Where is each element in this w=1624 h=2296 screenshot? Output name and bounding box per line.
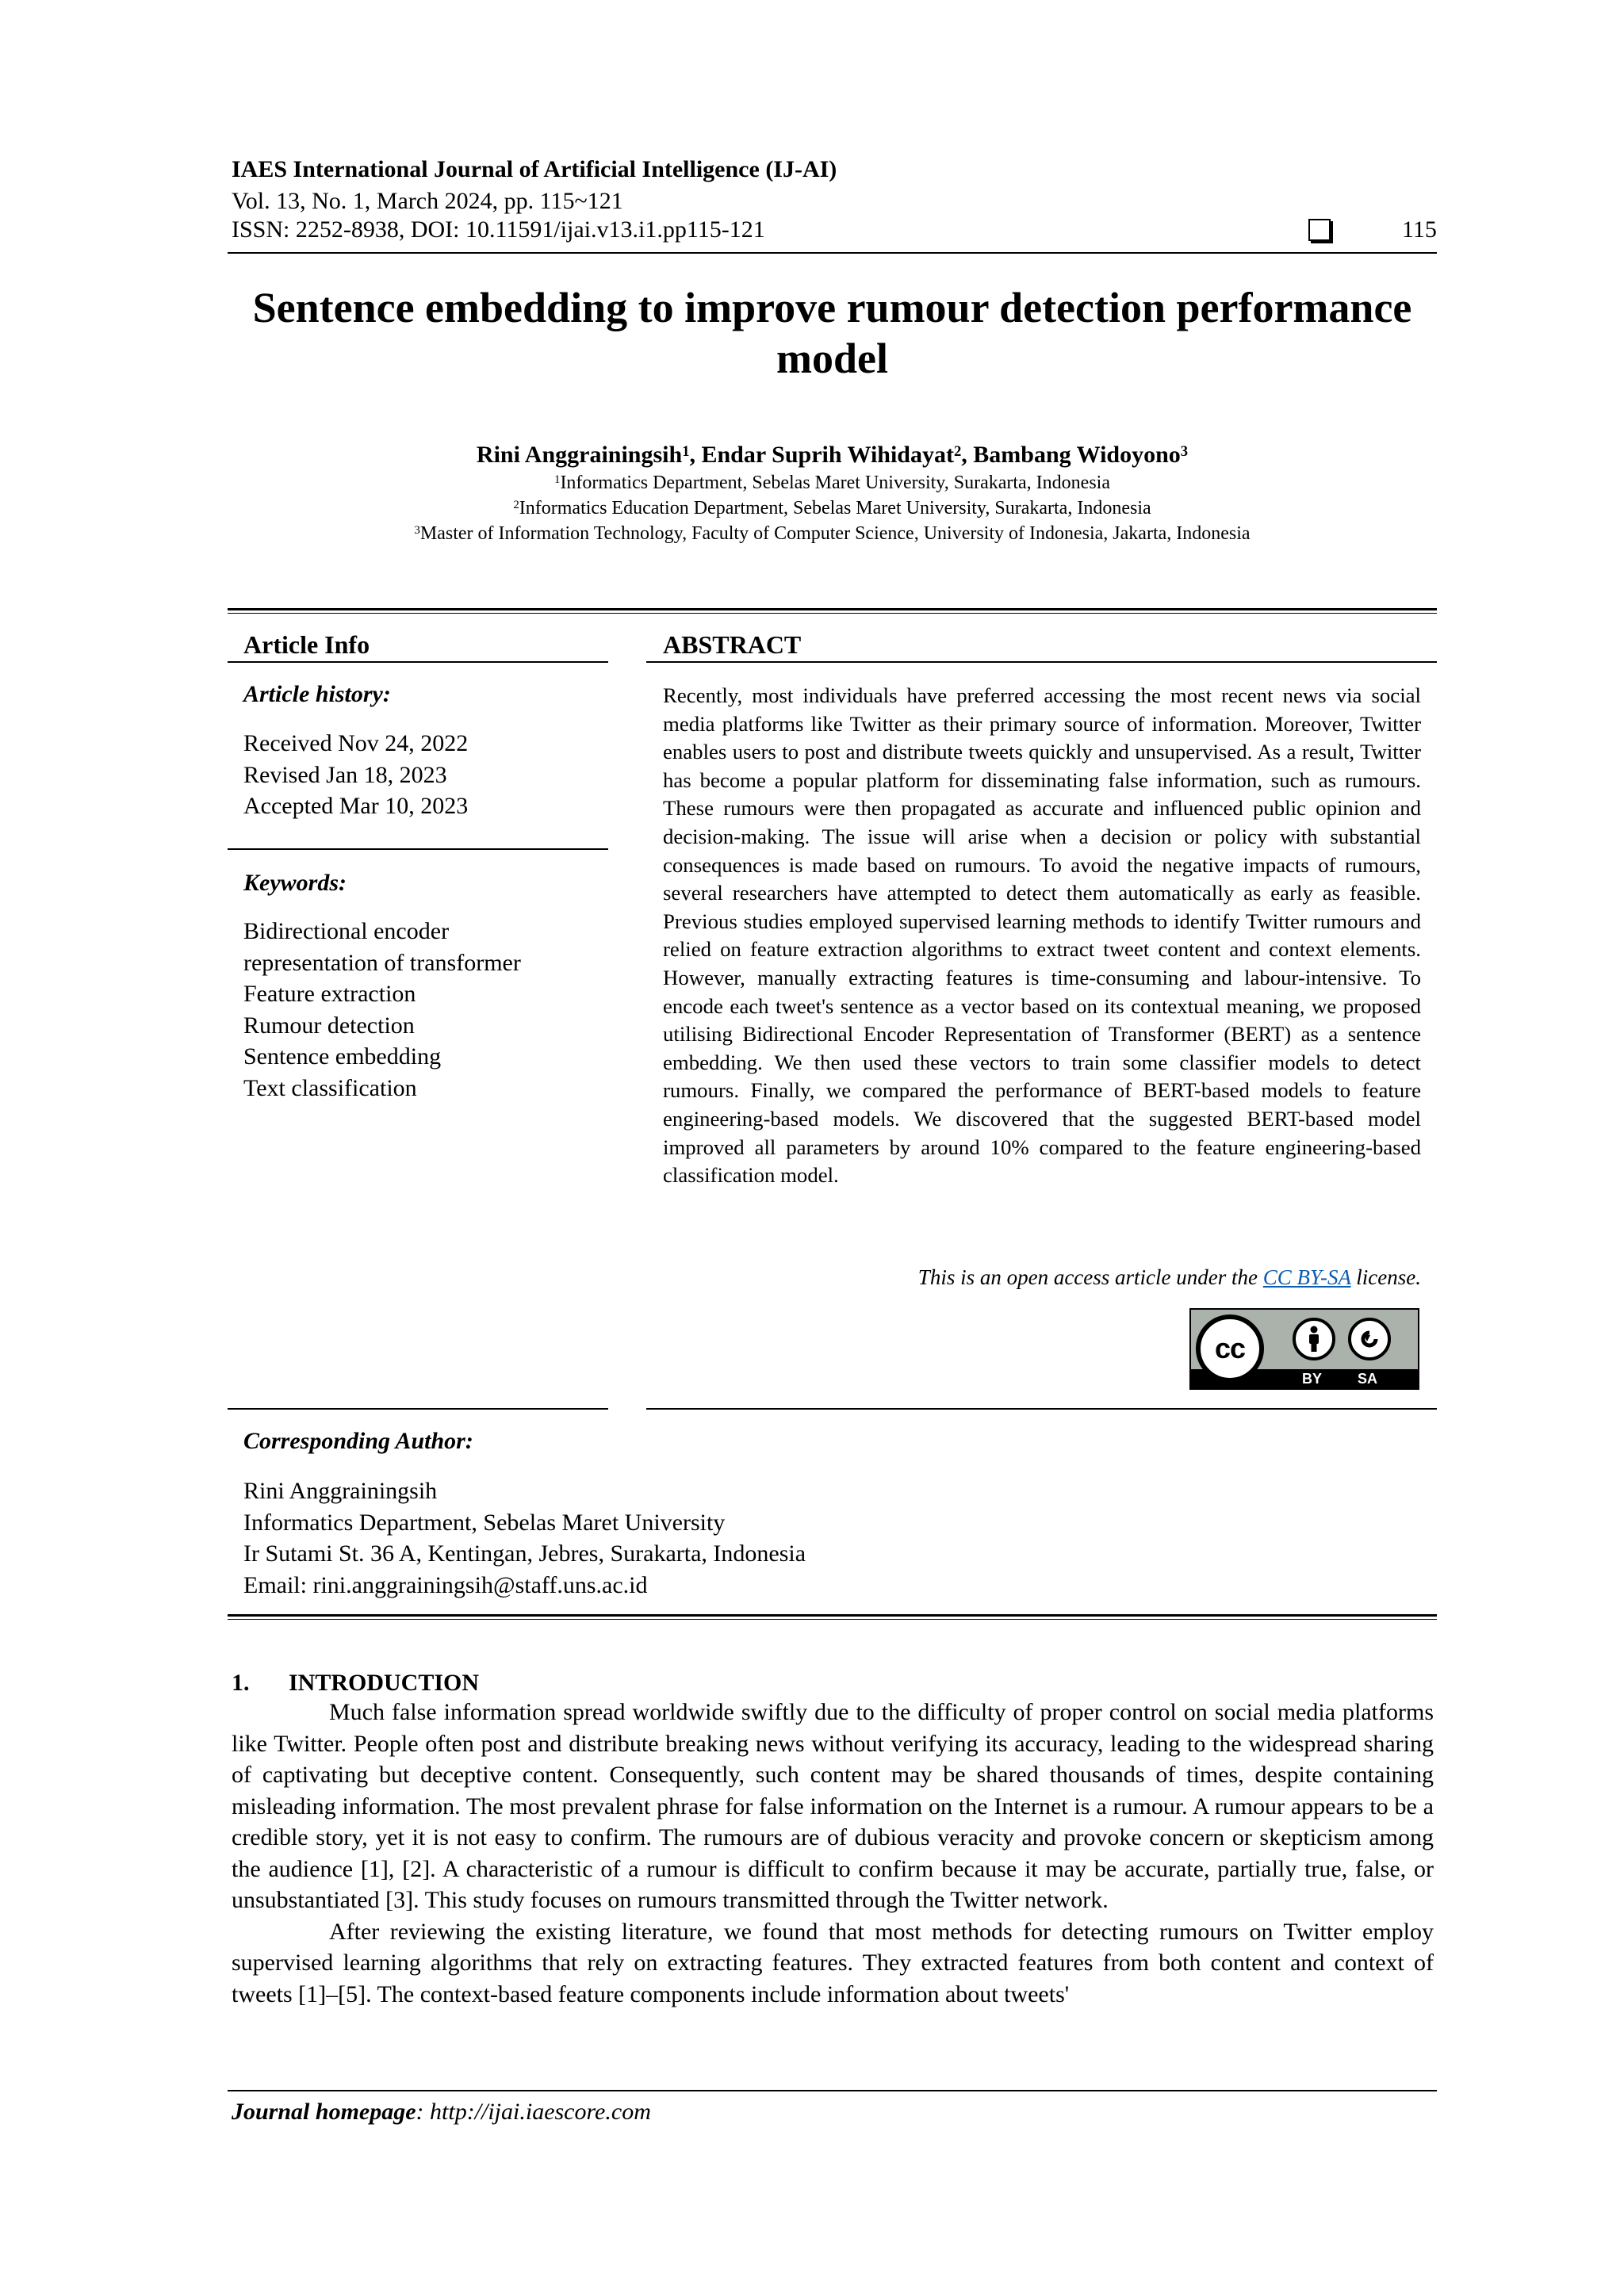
keyword: Feature extraction — [243, 981, 416, 1007]
affiliation-2: $^2$Informatics Education Department, Sebelas Maret University, Surakarta, Indonesia — [513, 498, 1151, 519]
abstract-heading: ABSTRACT — [663, 630, 802, 659]
badge-sa-label: SA — [1358, 1371, 1378, 1387]
license-link[interactable]: CC BY-SA — [1262, 1265, 1351, 1289]
history-item: Received Nov 24, 2022 — [243, 730, 469, 756]
keyword: Sentence embedding — [243, 1043, 442, 1070]
corresponding-author-block — [243, 1475, 806, 1601]
volume-line: Vol. 13, No. 1, March 2024, pp. 115~121 — [232, 188, 623, 214]
introduction-heading: 1. INTRODUCTION — [232, 1670, 480, 1696]
affiliation-1: $^1$Informatics Department, Sebelas Maret University, Surakarta, Indonesia — [554, 473, 1110, 493]
abstract-text: Recently, most individuals have preferred accessing the most recent news via social media platforms like Twitter as their primary source of information. Moreover, Twitter enables users to post and distribute tweets quickly and unsupervised. As a result, Twitter has become a popular platform for disseminating false information, such as rumours. These rumours were then propagated as accurate and influenced public opinion and decision-making. The issue will arise when a decision or policy with substantial consequences is made based on rumours. To avoid the negative impacts of rumours, several researchers have attempted to detect them automatically as early as feasible. Previous studies employed supervised learning methods to identify Twitter rumours and relied on feature extraction algorithms to extract tweet content and context elements. However, manually extracting features is time-consuming and labour-intensive. To encode each tweet's sentence as a vector based on its contextual meaning, we proposed utilising Bidirectional Encoder Representation of Transformer (BERT) as a sentence embedding. We then used these vectors to train some classifier models to detect rumours. Finally, we compared the performance of BERT-based models to feature engineering-based models. We discovered that the suggested BERT-based model improved all parameters by around 10% compared to the feature engineering-based classification model. — [663, 683, 1421, 1188]
square-bullet-icon — [1308, 219, 1331, 241]
cc-by-sa-badge[interactable] — [1189, 1308, 1419, 1390]
homepage-url[interactable]: : http://ijai.iaescore.com — [416, 2099, 651, 2125]
keywords-heading: Keywords: — [243, 870, 347, 896]
corresponding-author-heading: Corresponding Author: — [243, 1428, 473, 1454]
article-info-rule — [228, 661, 608, 663]
keyword: Rumour detection — [243, 1012, 415, 1039]
history-item: Accepted Mar 10, 2023 — [243, 793, 469, 819]
info-box-top-rule — [228, 608, 1437, 614]
author-list: Rini Anggrainingsih$^1$, Endar Suprih Wihidayat$^2$, Bambang Widoyono$^3$ — [476, 442, 1189, 468]
corresponding-name: Rini Anggrainingsih — [243, 1478, 438, 1504]
header-rule — [228, 252, 1437, 254]
history-item: Revised Jan 18, 2023 — [243, 761, 447, 788]
article-history-heading: Article history: — [243, 681, 391, 707]
corresponding-rule-left — [228, 1408, 608, 1410]
author-name: Bambang Widoyono — [973, 442, 1181, 468]
keyword: representation of transformer — [243, 949, 521, 976]
corresponding-dept: Informatics Department, Sebelas Maret University — [243, 1509, 726, 1536]
affiliation-3: $^3$Master of Information Technology, Faculty of Computer Science, University of Indonesia, Jakarta, Indonesia — [414, 523, 1251, 544]
open-access-statement: This is an open access article under the CC BY-SA license. — [917, 1265, 1421, 1289]
paragraph: After reviewing the existing literature, we found that most methods for detecting rumours on Twitter employ supervised learning algorithms that rely on extracting features. They extracted features from both content and context of tweets [1]–[5]. The context-based feature components include information about tweets' — [232, 1918, 1434, 2007]
attribution-person-icon — [1293, 1318, 1335, 1360]
badge-by-label: BY — [1302, 1371, 1323, 1387]
footer-rule — [228, 2090, 1437, 2091]
corresponding-address: Ir Sutami St. 36 A, Kentingan, Jebres, Surakarta, Indonesia — [243, 1540, 806, 1567]
cc-logo-icon: cc — [1196, 1314, 1264, 1383]
introduction-body — [232, 1697, 1434, 2010]
history-rule — [228, 848, 608, 850]
corresponding-rule-right — [646, 1408, 1437, 1410]
info-box-bottom-rule — [228, 1614, 1437, 1620]
keyword: Text classification — [243, 1074, 417, 1101]
keyword: Bidirectional encoder — [243, 918, 450, 944]
keywords-list — [243, 916, 608, 1104]
journal-name: IAES International Journal of Artificial Intelligence (IJ-AI) — [232, 156, 837, 182]
abstract-rule — [646, 661, 1437, 663]
paragraph: Much false information spread worldwide swiftly due to the difficulty of proper control on social media platforms like Twitter. People often post and distribute breaking news without verifying its accuracy, leading to the widespread sharing of captivating but deceptive content. Consequently, such content may be shared thousands of times, despite containing misleading information. The most prevalent phrase for false information on the Internet is a rumour. A rumour appears to be a credible story, yet it is not easy to confirm. The rumours are of dubious veracity and provoke concern or skepticism among the audience [1], [2]. A characteristic of a rumour is difficult to confirm because it may be accurate, partially true, false, or unsubstantiated [3]. This study focuses on rumours transmitted through the Twitter network. — [232, 1699, 1434, 1913]
paper-title: Sentence embedding to improve rumour detection performance model — [252, 284, 1412, 382]
article-info-heading: Article Info — [243, 630, 370, 659]
corresponding-email: Email: rini.anggrainingsih@staff.uns.ac.id — [243, 1571, 648, 1598]
page-number: 115 — [1402, 216, 1437, 243]
author-name: Endar Suprih Wihidayat — [701, 442, 954, 468]
article-history-list — [243, 728, 608, 822]
share-alike-icon — [1348, 1318, 1391, 1360]
author-name: Rini Anggrainingsih — [476, 442, 683, 468]
journal-homepage: Journal homepage: http://ijai.iaescore.com — [232, 2099, 651, 2125]
issn-doi-line: ISSN: 2252-8938, DOI: 10.11591/ijai.v13.i1.pp115-121 — [232, 216, 765, 243]
